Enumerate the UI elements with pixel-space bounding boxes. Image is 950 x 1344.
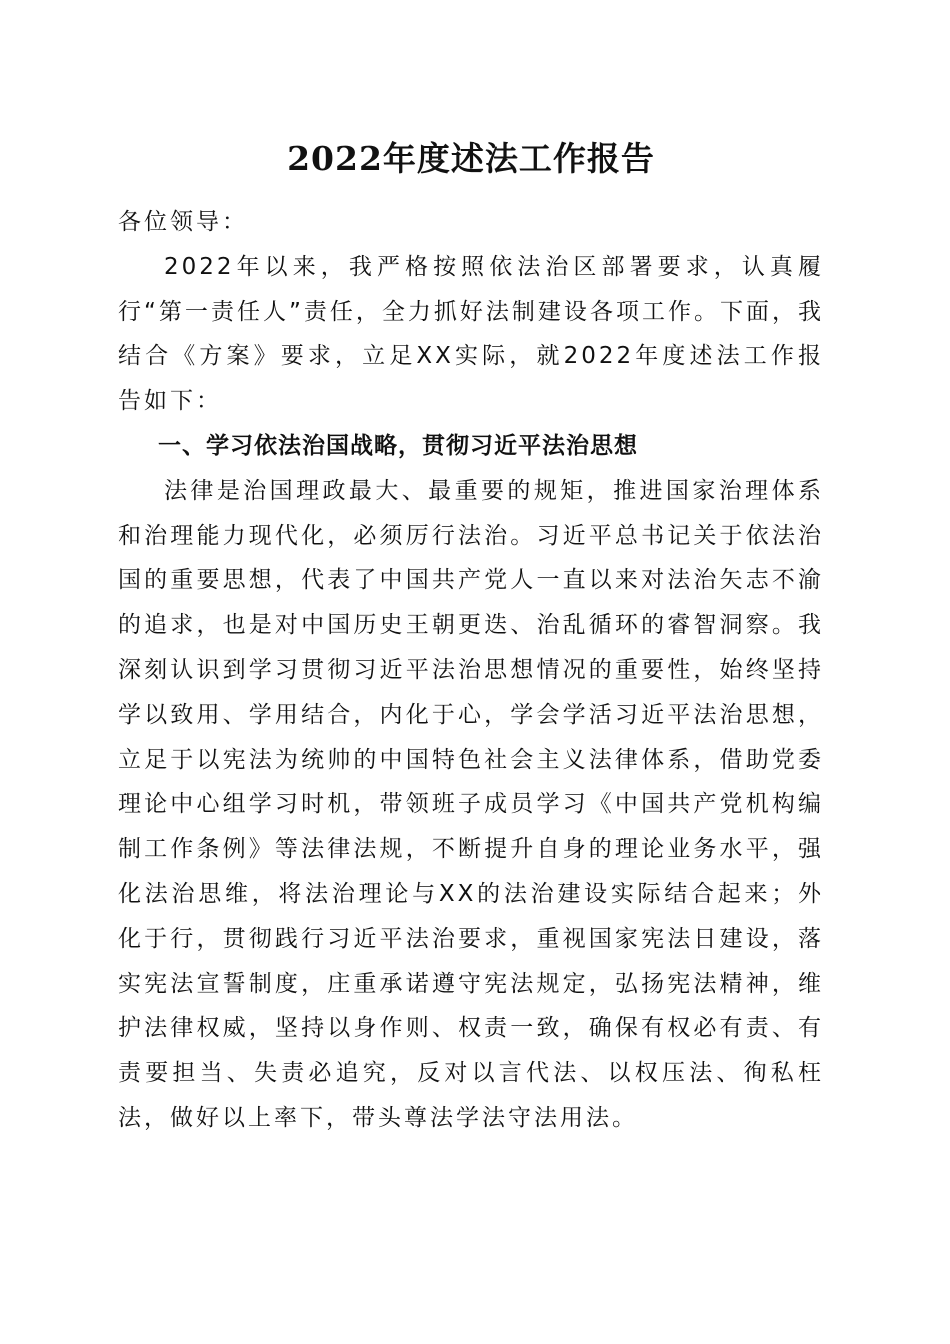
intro-paragraph: 2022年以来，我严格按照依法治区部署要求，认真履行“第一责任人”责任，全力抓好法制建设各项工作。下面，我结合《方案》要求，立足XX实际，就2022年度述法工作报告如下：	[118, 253, 824, 415]
section-paragraph: 法律是治国理政最大、最重要的规矩，推进国家治理体系和治理能力现代化，必须厉行法治。习近平总书记关于依法治国的重要思想，代表了中国共产党人一直以来对法治矢志不渝的追求，也是对中国历史王朝更迭、治乱循环的睿智洞察。我深刻认识到学习贯彻习近平法治思想情况的重要性，始终坚持学以致用、学用结合，内化于心，学会学活习近平法治思想，立足于以宪法为统帅的中国特色社会主义法律体系，借助党委理论中心组学习时机，带领班子成员学习《中国共产党机构编制工作条例》等法律法规，不断提升自身的理论业务水平，强化法治思维，将法治理论与XX的法治建设实际结合起来；外化于行，贯彻践行习近平法治要求，重视国家宪法日建设，落实宪法宣誓制度，庄重承诺遵守宪法规定，弘扬宪法精神，维护法律权威，坚持以身作则、权责一致，确保有权必有责、有责要担当、失责必追究，反对以言代法、以权压法、徇私枉法，做好以上率下，带头尊法学法守法用法。	[118, 477, 824, 1131]
section-heading: 一、学习依法治国战略，贯彻习近平法治思想	[158, 432, 638, 459]
document-title: 2022年度述法工作报告	[287, 139, 655, 178]
document-body	[118, 200, 824, 1141]
salutation: 各位领导：	[118, 209, 248, 235]
